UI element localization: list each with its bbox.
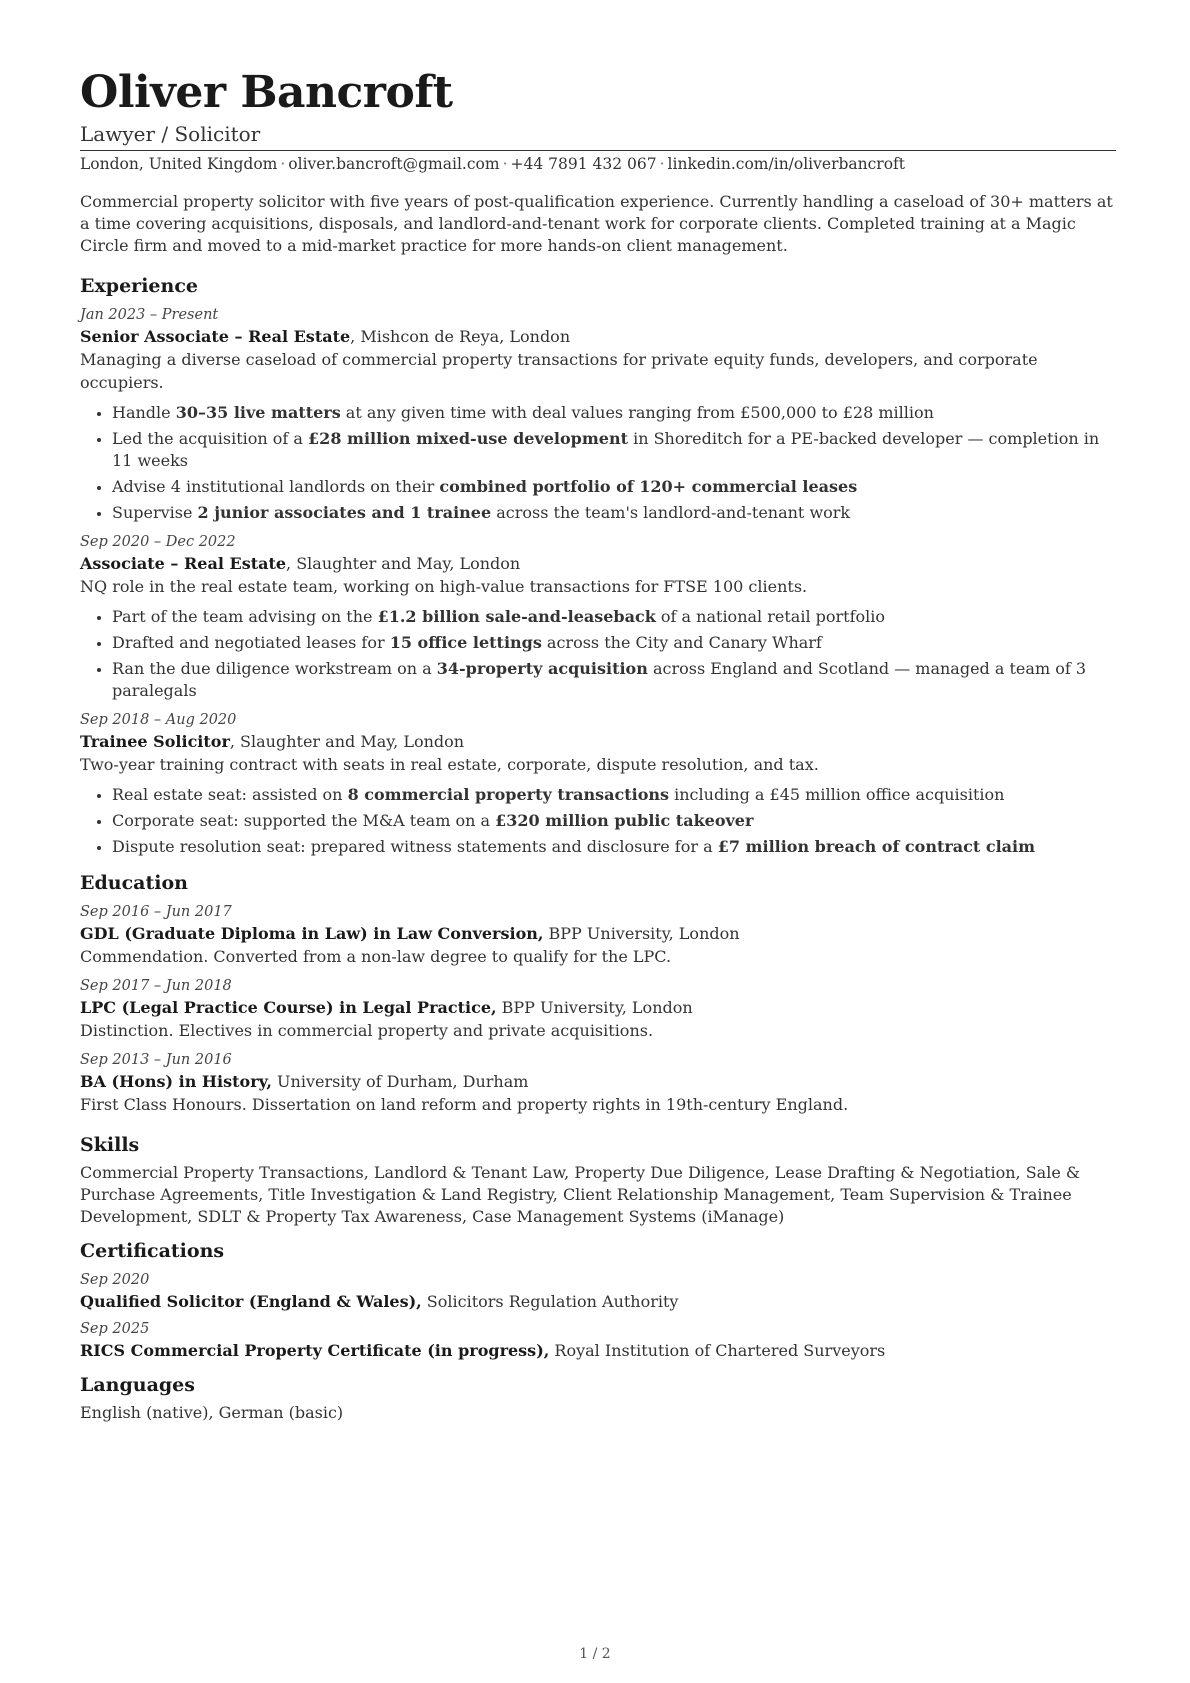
separator: · [659,155,665,173]
highlight: 15 office lettings [389,633,542,652]
certification-entry [80,1319,1116,1362]
education-entry [80,1050,1116,1116]
languages-heading: Languages [80,1374,195,1396]
certification-date: Sep 2020 [80,1272,150,1288]
education-list [80,902,1116,1116]
separator: · [280,155,286,173]
degree: GDL (Graduate Diploma in Law) in Law Conversion, [80,924,544,943]
job-description: NQ role in the real estate team, working on high-value transactions for FTSE 100 clients. [80,577,808,596]
achievement-item [112,428,1116,472]
location: London, United Kingdom [80,155,278,173]
job-title-line [80,325,1116,348]
achievement-text: Part of the team advising on the [112,607,378,626]
degree-line [80,922,1116,945]
achievement-text: Ran the due diligence workstream on a [112,659,437,678]
job-dates: Jan 2023 – Present [80,307,219,323]
page-number: 1 / 2 [579,1646,611,1662]
achievement-item [112,476,1116,498]
school: BPP University, London [543,924,740,943]
candidate-name: Oliver Bancroft [80,67,453,118]
certification-line [80,1290,1116,1313]
job-org: , Slaughter and May, London [286,554,521,573]
achievement-list [80,606,1116,702]
email-link[interactable]: oliver.bancroft@gmail.com [288,155,500,173]
school: BPP University, London [496,998,693,1017]
achievement-text: Advise 4 institutional landlords on their [112,477,440,496]
job-description: Two-year training contract with seats in real estate, corporate, dispute resolution, and tax. [80,755,819,774]
certification-entry [80,1270,1116,1313]
languages-section [80,1372,1116,1424]
skills-text: Commercial Property Transactions, Landlord & Tenant Law, Property Due Diligence, Lease Drafting & Negotiation, Sale & Purchase Agreements, Title Investigation & Land Registry, Client Relationship Management, Team Supervision & Trainee Development, SDLT & Property Tax Awareness, Case Management Systems (iManage) [80,1163,1081,1226]
highlight: 2 junior associates and 1 trainee [197,503,492,522]
achievement-item [112,784,1116,806]
achievement-text: at any given time with deal values ranging from £500,000 to £28 million [340,403,934,422]
degree-line [80,996,1116,1019]
education-heading: Education [80,872,188,894]
education-entry [80,976,1116,1042]
job-dates: Sep 2020 – Dec 2022 [80,534,236,550]
job-title: Senior Associate – Real Estate [80,327,351,346]
experience-heading: Experience [80,275,198,297]
certification-issuer: Royal Institution of Chartered Surveyors [549,1341,886,1360]
highlight: combined portfolio of 120+ commercial leases [439,477,858,496]
experience-section [80,273,1116,858]
job-entry [80,710,1116,858]
degree: LPC (Legal Practice Course) in Legal Practice, [80,998,497,1017]
achievement-text: in Shoreditch for a PE-backed developer — completion in 11 weeks [112,429,1100,470]
languages-text: English (native), German (basic) [80,1403,344,1422]
certification-name: RICS Commercial Property Certificate (in progress), [80,1341,550,1360]
achievement-item [112,810,1116,832]
highlight: 34-property acquisition [436,659,648,678]
achievement-item [112,836,1116,858]
achievement-text: Led the acquisition of a [112,429,309,448]
highlight: 30–35 live matters [175,403,341,422]
achievement-list [80,402,1116,524]
achievement-text: Handle [112,403,176,422]
job-list [80,305,1116,858]
job-org: , Slaughter and May, London [229,732,465,751]
job-title: Associate – Real Estate [80,554,287,573]
education-dates: Sep 2016 – Jun 2017 [80,904,232,920]
education-entry [80,902,1116,968]
achievement-text: including a £45 million office acquisition [669,785,1005,804]
certification-list [80,1270,1116,1362]
certification-date: Sep 2025 [80,1321,150,1337]
skills-heading: Skills [80,1134,140,1156]
highlight: £7 million breach of contract claim [717,837,1036,856]
education-note: First Class Honours. Dissertation on land reform and property rights in 19th-century England. [80,1095,849,1114]
degree: BA (Hons) in History, [80,1072,272,1091]
education-dates: Sep 2013 – Jun 2016 [80,1052,232,1068]
achievement-text: Drafted and negotiated leases for [112,633,390,652]
skills-section [80,1132,1116,1228]
resume-page [80,66,1116,1424]
achievement-item [112,502,1116,524]
achievement-item [112,606,1116,628]
achievement-text: Corporate seat: supported the M&A team on a [112,811,496,830]
highlight: 8 commercial property transactions [347,785,670,804]
achievement-item [112,402,1116,424]
job-title-line [80,730,1116,753]
achievement-text: Dispute resolution seat: prepared witness statements and disclosure for a [112,837,718,856]
achievement-text: across England and Scotland — managed a team of 3 paralegals [112,659,1087,700]
certification-name: Qualified Solicitor (England & Wales), [80,1292,422,1311]
job-dates: Sep 2018 – Aug 2020 [80,712,237,728]
education-note: Commendation. Converted from a non-law degree to qualify for the LPC. [80,947,672,966]
certifications-heading: Certifications [80,1240,225,1262]
achievement-text: of a national retail portfolio [655,607,886,626]
phone-number[interactable]: +44 7891 432 067 [510,155,657,173]
degree-line [80,1070,1116,1093]
highlight: £1.2 billion sale-and-leaseback [377,607,656,626]
highlight: £320 million public takeover [495,811,754,830]
achievement-item [112,658,1116,702]
candidate-role: Lawyer / Solicitor [80,120,1116,151]
achievement-text: across the City and Canary Wharf [541,633,822,652]
certifications-section [80,1238,1116,1362]
education-note: Distinction. Electives in commercial property and private acquisitions. [80,1021,654,1040]
education-dates: Sep 2017 – Jun 2018 [80,978,232,994]
education-section [80,870,1116,1116]
achievement-list [80,784,1116,858]
job-title-line [80,552,1116,575]
job-description: Managing a diverse caseload of commercial property transactions for private equity funds, developers, and corporate occupiers. [80,350,1038,392]
job-title: Trainee Solicitor [80,732,230,751]
highlight: £28 million mixed-use development [308,429,628,448]
school: University of Durham, Durham [271,1072,529,1091]
certification-line [80,1339,1116,1362]
job-entry [80,305,1116,524]
separator: · [502,155,508,173]
achievement-item [112,632,1116,654]
certification-issuer: Solicitors Regulation Authority [421,1292,679,1311]
achievement-text: Real estate seat: assisted on [112,785,348,804]
contact-line [80,151,1116,177]
summary: Commercial property solicitor with five years of post-qualification experience. Currently handling a caseload of 30+ matters at a time covering acquisitions, disposals, and landlord-and-tenant work for corporate clients. Completed training at a Magic Circle firm and moved to a mid-market practice for more hands-on client management. [80,192,1113,255]
linkedin-link[interactable]: linkedin.com/in/oliverbancroft [667,155,906,173]
job-org: , Mishcon de Reya, London [350,327,571,346]
achievement-text: Supervise [112,503,198,522]
achievement-text: across the team's landlord-and-tenant work [491,503,851,522]
job-entry [80,532,1116,702]
